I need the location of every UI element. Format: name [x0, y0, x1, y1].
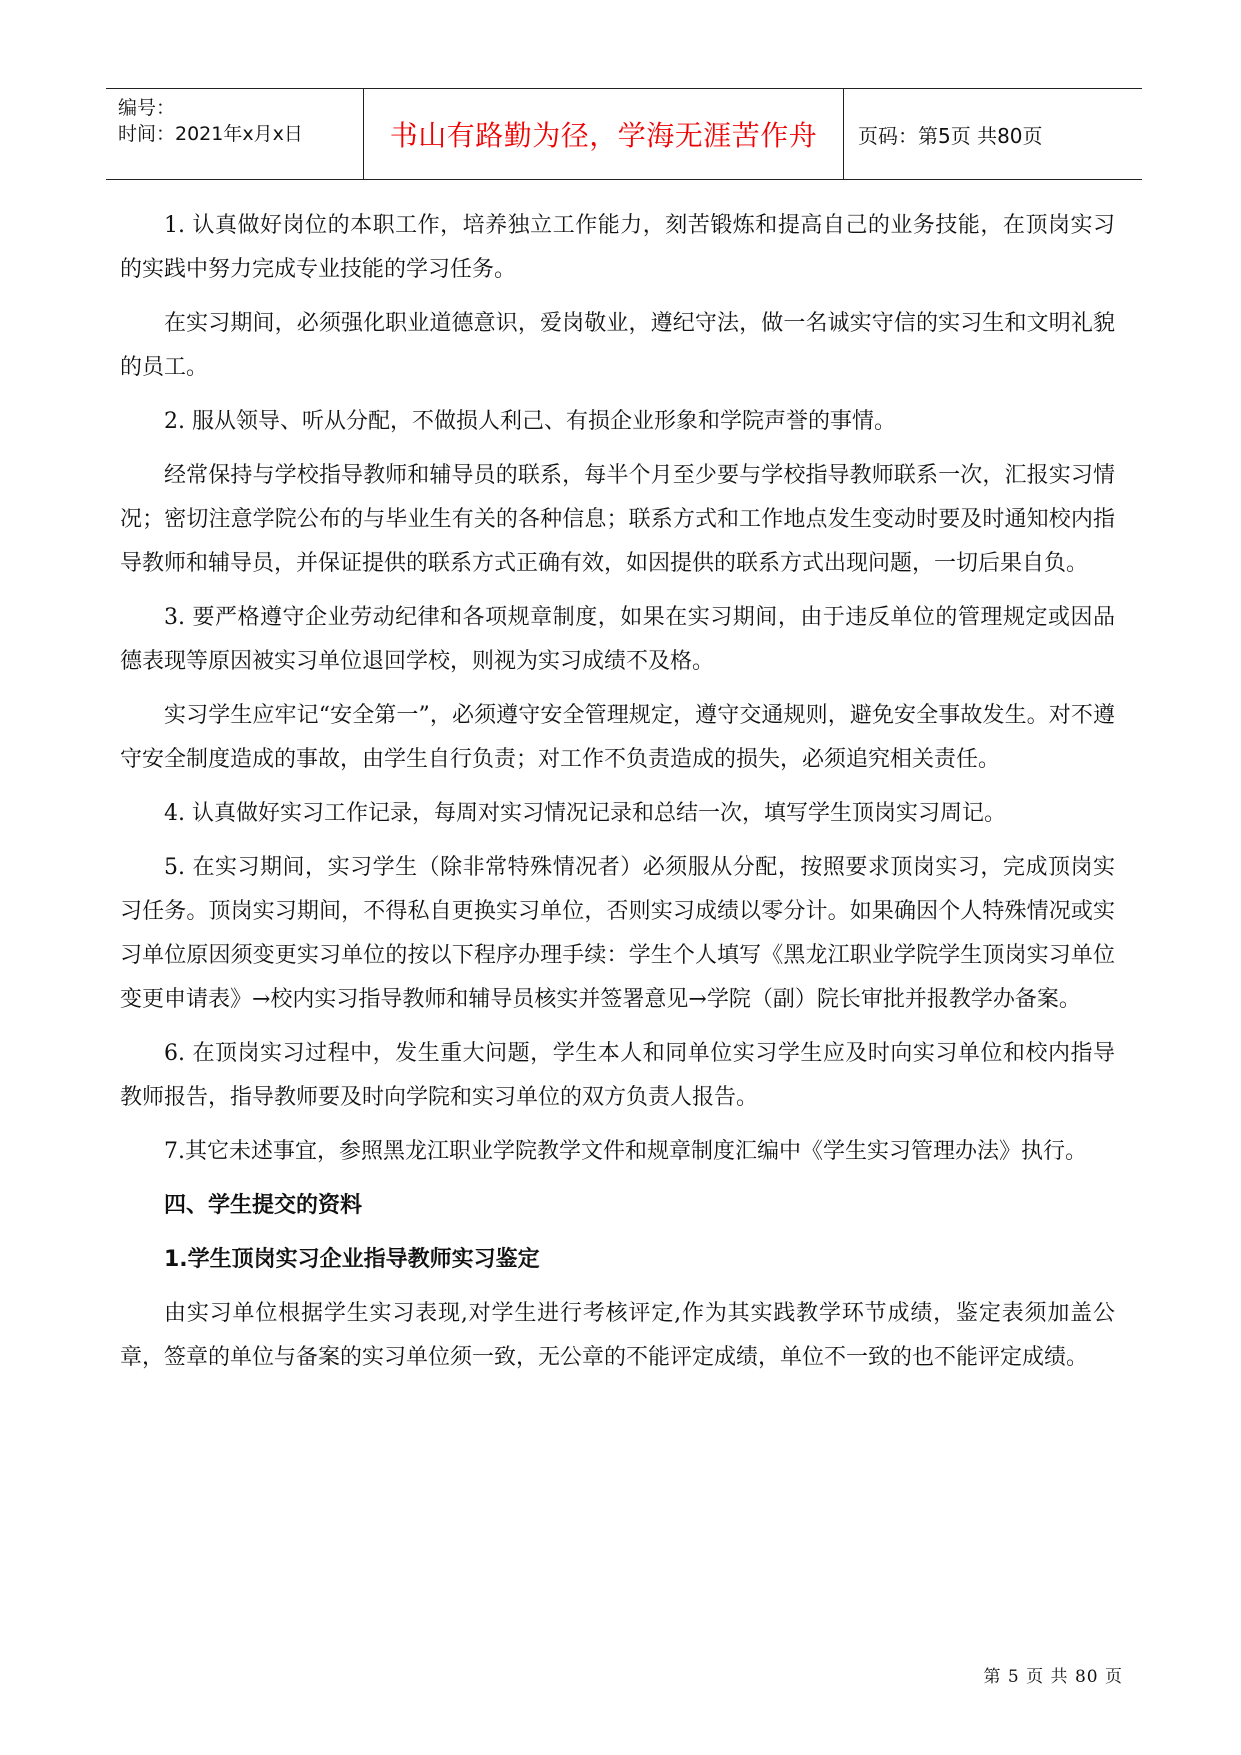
- page-footer-number: 第 5 页 共 80 页: [983, 1667, 1123, 1687]
- paragraph: 在实习期间，必须强化职业道德意识，爱岗敬业，遵纪守法，做一名诚实守信的实习生和文明礼貌的员工。: [120, 311, 1115, 380]
- section-heading: 四、学生提交的资料: [164, 1193, 363, 1218]
- sub-heading: 1.学生顶岗实习企业指导教师实习鉴定: [164, 1247, 540, 1272]
- header-meta: [106, 89, 364, 179]
- paragraph: 3. 要严格遵守企业劳动纪律和各项规章制度，如果在实习期间，由于违反单位的管理规定或因品德表现等原因被实习单位退回学校，则视为实习成绩不及格。: [120, 605, 1115, 674]
- paragraph: 由实习单位根据学生实习表现,对学生进行考核评定,作为其实践教学环节成绩，鉴定表须加盖公章，签章的单位与备案的实习单位须一致，无公章的不能评定成绩，单位不一致的也不能评定成绩。: [120, 1301, 1115, 1370]
- document-code-label: 编号：: [118, 97, 176, 119]
- paragraph: 7.其它未述事宜，参照黑龙江职业学院教学文件和规章制度汇编中《学生实习管理办法》执行。: [164, 1139, 1087, 1164]
- paragraph: 1. 认真做好岗位的本职工作，培养独立工作能力，刻苦锻炼和提高自己的业务技能，在顶岗实习的实践中努力完成专业技能的学习任务。: [120, 213, 1115, 282]
- paragraph: 4. 认真做好实习工作记录，每周对实习情况记录和总结一次，填写学生顶岗实习周记。: [164, 801, 1006, 826]
- paragraph: 5. 在实习期间，实习学生（除非常特殊情况者）必须服从分配，按照要求顶岗实习，完成顶岗实习任务。顶岗实习期间，不得私自更换实习单位，否则实习成绩以零分计。如果确因个人特殊情况或实习单位原因须变更实习单位的按以下程序办理手续：学生个人填写《黑龙江职业学院学生顶岗实习单位变更申请表》→校内实习指导教师和辅导员核实并签署意见→学院（副）院长审批并报教学办备案。: [120, 855, 1115, 1012]
- paragraph: 6. 在顶岗实习过程中，发生重大问题，学生本人和同单位实习学生应及时向实习单位和校内指导教师报告，指导教师要及时向学院和实习单位的双方负责人报告。: [120, 1041, 1115, 1110]
- header-page-label: 页码：第5页 共80页: [858, 123, 1043, 148]
- paragraph: 实习学生应牢记“安全第一”，必须遵守安全管理规定，遵守交通规则，避免安全事故发生。对不遵守安全制度造成的事故，由学生自行负责；对工作不负责造成的损失，必须追究相关责任。: [120, 703, 1115, 772]
- document-time-label: 时间：2021年x月x日: [118, 123, 303, 145]
- paragraph: 2. 服从领导、听从分配，不做损人利己、有损企业形象和学院声誉的事情。: [164, 409, 896, 434]
- paragraph: 经常保持与学校指导教师和辅导员的联系，每半个月至少要与学校指导教师联系一次，汇报实习情况；密切注意学院公布的与毕业生有关的各种信息；联系方式和工作地点发生变动时要及时通知校内指导教师和辅导员，并保证提供的联系方式正确有效，如因提供的联系方式出现问题，一切后果自负。: [120, 463, 1115, 576]
- page-header: [106, 88, 1142, 180]
- document-body: [120, 204, 1115, 1390]
- header-motto: 书山有路勤为径，学海无涯苦作舟: [364, 89, 844, 179]
